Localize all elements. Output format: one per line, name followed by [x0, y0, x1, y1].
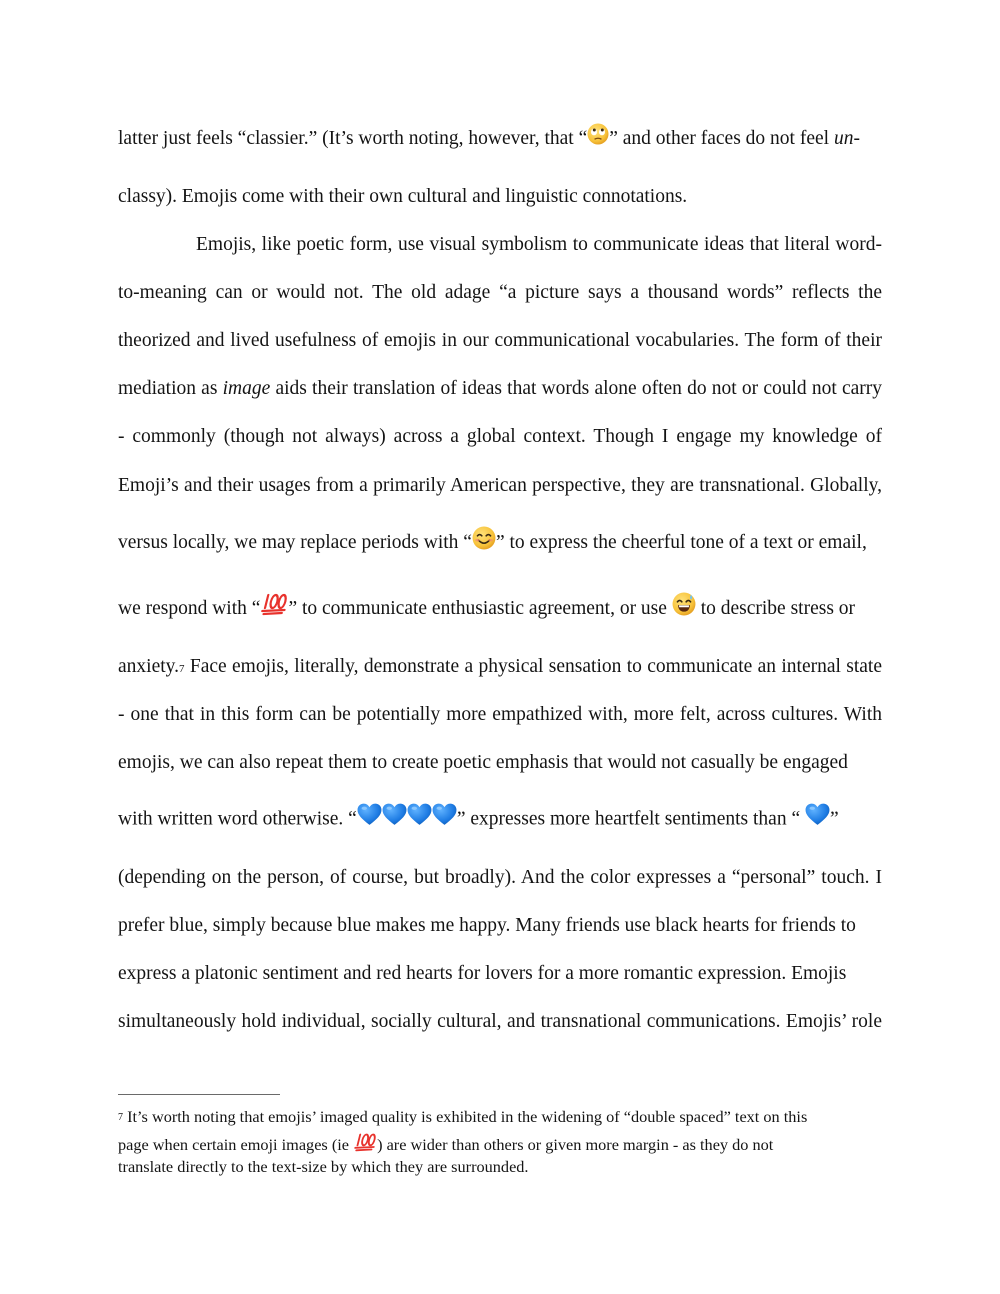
body-line-11: anxiety.$^7$ Face emojis, literally, demonstrate a physical sensation to communicate an internal state	[118, 656, 882, 677]
body-line-2: classy). Emojis come with their own cultural and linguistic connotations.	[118, 186, 688, 207]
body-line-17: express a platonic sentiment and red hearts for lovers for a more romantic expression. Emojis	[118, 963, 847, 984]
body-line-16: prefer blue, simply because blue makes me happy. Many friends use black hearts for friends to	[118, 915, 856, 936]
body-line-18: simultaneously hold individual, socially cultural, and transnational communications. Emojis’ role	[118, 1011, 882, 1032]
hundred-points-icon	[353, 1132, 377, 1157]
body-line-12: - one that in this form can be potentially more empathized with, more felt, across cultures. With	[118, 704, 882, 725]
body-line-6: mediation as image aids their translation of ideas that words alone often do not or could not carry	[118, 378, 882, 399]
footnote-separator	[118, 1094, 280, 1095]
footnote-marker[interactable]: 7	[179, 663, 185, 675]
body-line-9: versus locally, we may replace periods with “ ” to express the cheerful tone of a text or email,	[118, 528, 882, 559]
body-line-5: theorized and lived usefulness of emojis in our communicational vocabularies. The form of their	[118, 330, 882, 351]
blue-heart-icon	[805, 803, 830, 833]
paragraph-first-line: Emojis, like poetic form, use visual symbolism to communicate ideas that literal word-	[196, 234, 882, 255]
body-line-8: Emoji’s and their usages from a primarily American perspective, they are transnational. Globally,	[118, 475, 882, 496]
body-line-4: to-meaning can or would not. The old adage “a picture says a thousand words” reflects the	[118, 282, 882, 303]
body-line-13: emojis, we can also repeat them to create poetic emphasis that would not casually be engaged	[118, 752, 848, 773]
body-line-15: (depending on the person, of course, but broadly). And the color expresses a “personal” touch. I	[118, 867, 882, 888]
footnote-line-1: $^7$ It’s worth noting that emojis’ imaged quality is exhibited in the widening of “double spaced” text on this	[118, 1107, 808, 1126]
hundred-points-icon	[260, 592, 288, 623]
body-line-10: we respond with “ ” to communicate enthusiastic agreement, or use to describe stress or	[118, 594, 882, 625]
body-line-14: with written word otherwise. “ ” expresses more heartfelt sentiments than “ ”	[118, 805, 882, 835]
grinning-face-with-sweat-icon	[672, 592, 696, 623]
footnote-line-2: page when certain emoji images (ie ) are wider than others or given more margin - as they do not	[118, 1134, 882, 1159]
smiling-face-icon	[472, 526, 496, 557]
blue-heart-icon	[407, 803, 432, 833]
blue-heart-icon	[357, 803, 382, 833]
footnote-line-3: translate directly to the text-size by which they are surrounded.	[118, 1157, 529, 1176]
footnote-number: 7	[118, 1112, 123, 1123]
body-line-1: latter just feels “classier.” (It’s worth noting, however, that “ ” and other faces do not feel un-	[118, 125, 882, 154]
blue-heart-icon	[432, 803, 457, 833]
face-with-rolling-eyes-icon	[587, 123, 609, 152]
blue-heart-icon	[382, 803, 407, 833]
body-line-7: - commonly (though not always) across a global context. Though I engage my knowledge of	[118, 426, 882, 447]
